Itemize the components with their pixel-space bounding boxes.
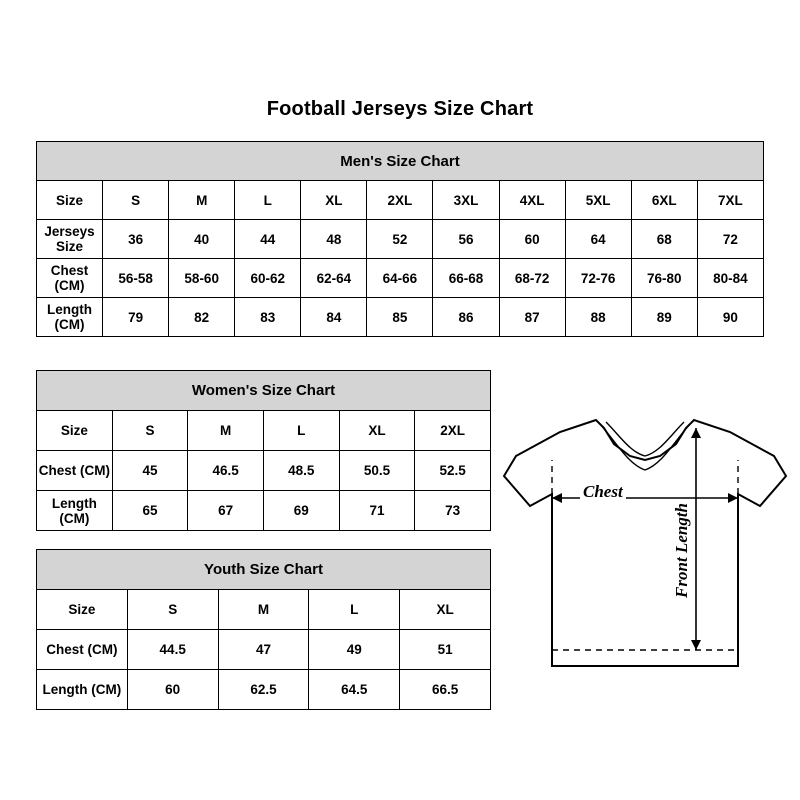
cell: 2XL <box>415 411 491 451</box>
cell: 52.5 <box>415 451 491 491</box>
row-label: Length (CM) <box>37 491 113 531</box>
row-label: Size <box>37 411 113 451</box>
cell: S <box>127 590 218 630</box>
womens-size-chart-table <box>36 370 491 531</box>
cell: L <box>263 411 339 451</box>
cell: 80-84 <box>697 259 763 298</box>
cell: 66.5 <box>400 670 491 710</box>
front-length-arrow-bottom <box>691 640 701 650</box>
cell: M <box>218 590 309 630</box>
table-row <box>37 220 764 259</box>
cell: 89 <box>631 298 697 337</box>
womens-chart-header: Women's Size Chart <box>37 371 491 411</box>
cell: 88 <box>565 298 631 337</box>
cell: M <box>188 411 264 451</box>
cell: 47 <box>218 630 309 670</box>
cell: 72 <box>697 220 763 259</box>
mens-size-chart-table <box>36 141 764 337</box>
cell: 84 <box>301 298 367 337</box>
cell: 40 <box>169 220 235 259</box>
row-label: Length (CM) <box>37 298 103 337</box>
cell: 5XL <box>565 181 631 220</box>
cell: 86 <box>433 298 499 337</box>
row-label: Chest (CM) <box>37 630 128 670</box>
cell: 46.5 <box>188 451 264 491</box>
youth-chart-header: Youth Size Chart <box>37 550 491 590</box>
cell: S <box>103 181 169 220</box>
cell: 69 <box>263 491 339 531</box>
table-row <box>37 259 764 298</box>
table-row <box>37 181 764 220</box>
table-header-row <box>37 550 491 590</box>
cell: 71 <box>339 491 415 531</box>
cell: 67 <box>188 491 264 531</box>
table-row <box>37 630 491 670</box>
cell: 48.5 <box>263 451 339 491</box>
row-label: Chest (CM) <box>37 451 113 491</box>
chest-arrow-right <box>728 493 738 503</box>
cell: 76-80 <box>631 259 697 298</box>
cell: 2XL <box>367 181 433 220</box>
cell: 56-58 <box>103 259 169 298</box>
table-row <box>37 491 491 531</box>
youth-size-chart-table <box>36 549 491 710</box>
row-label: Chest (CM) <box>37 259 103 298</box>
cell: 60-62 <box>235 259 301 298</box>
cell: 83 <box>235 298 301 337</box>
cell: 58-60 <box>169 259 235 298</box>
cell: 64.5 <box>309 670 400 710</box>
cell: 65 <box>112 491 188 531</box>
cell: 60 <box>499 220 565 259</box>
cell: 51 <box>400 630 491 670</box>
row-label: Size <box>37 590 128 630</box>
cell: 90 <box>697 298 763 337</box>
cell: 68-72 <box>499 259 565 298</box>
cell: 68 <box>631 220 697 259</box>
cell: L <box>235 181 301 220</box>
row-label: Length (CM) <box>37 670 128 710</box>
front-length-measure-label: Front Length <box>672 500 692 601</box>
cell: 49 <box>309 630 400 670</box>
cell: 62.5 <box>218 670 309 710</box>
neckline-inner-path-2 <box>606 422 684 456</box>
cell: 36 <box>103 220 169 259</box>
cell: S <box>112 411 188 451</box>
table-row <box>37 411 491 451</box>
cell: 64 <box>565 220 631 259</box>
cell: 64-66 <box>367 259 433 298</box>
cell: 52 <box>367 220 433 259</box>
cell: 50.5 <box>339 451 415 491</box>
table-row <box>37 298 764 337</box>
cell: 6XL <box>631 181 697 220</box>
cell: 7XL <box>697 181 763 220</box>
cell: 72-76 <box>565 259 631 298</box>
cell: 60 <box>127 670 218 710</box>
cell: 82 <box>169 298 235 337</box>
cell: 85 <box>367 298 433 337</box>
jersey-outline-icon <box>500 398 790 698</box>
cell: 66-68 <box>433 259 499 298</box>
table-row <box>37 670 491 710</box>
cell: 44 <box>235 220 301 259</box>
table-row <box>37 451 491 491</box>
row-label: Jerseys Size <box>37 220 103 259</box>
cell: 79 <box>103 298 169 337</box>
row-label: Size <box>37 181 103 220</box>
cell: M <box>169 181 235 220</box>
chest-arrow-left <box>552 493 562 503</box>
front-length-arrow-top <box>691 428 701 438</box>
chest-measure-label: Chest <box>580 482 626 502</box>
cell: 44.5 <box>127 630 218 670</box>
mens-chart-header: Men's Size Chart <box>37 142 764 181</box>
page-title: Football Jerseys Size Chart <box>266 98 534 120</box>
cell: 87 <box>499 298 565 337</box>
cell: XL <box>301 181 367 220</box>
jersey-body-path <box>504 420 786 666</box>
cell: 73 <box>415 491 491 531</box>
cell: 3XL <box>433 181 499 220</box>
cell: 4XL <box>499 181 565 220</box>
cell: XL <box>339 411 415 451</box>
cell: 62-64 <box>301 259 367 298</box>
cell: 45 <box>112 451 188 491</box>
table-header-row <box>37 371 491 411</box>
cell: 56 <box>433 220 499 259</box>
table-row <box>37 590 491 630</box>
table-header-row <box>37 142 764 181</box>
cell: 48 <box>301 220 367 259</box>
cell: L <box>309 590 400 630</box>
cell: XL <box>400 590 491 630</box>
